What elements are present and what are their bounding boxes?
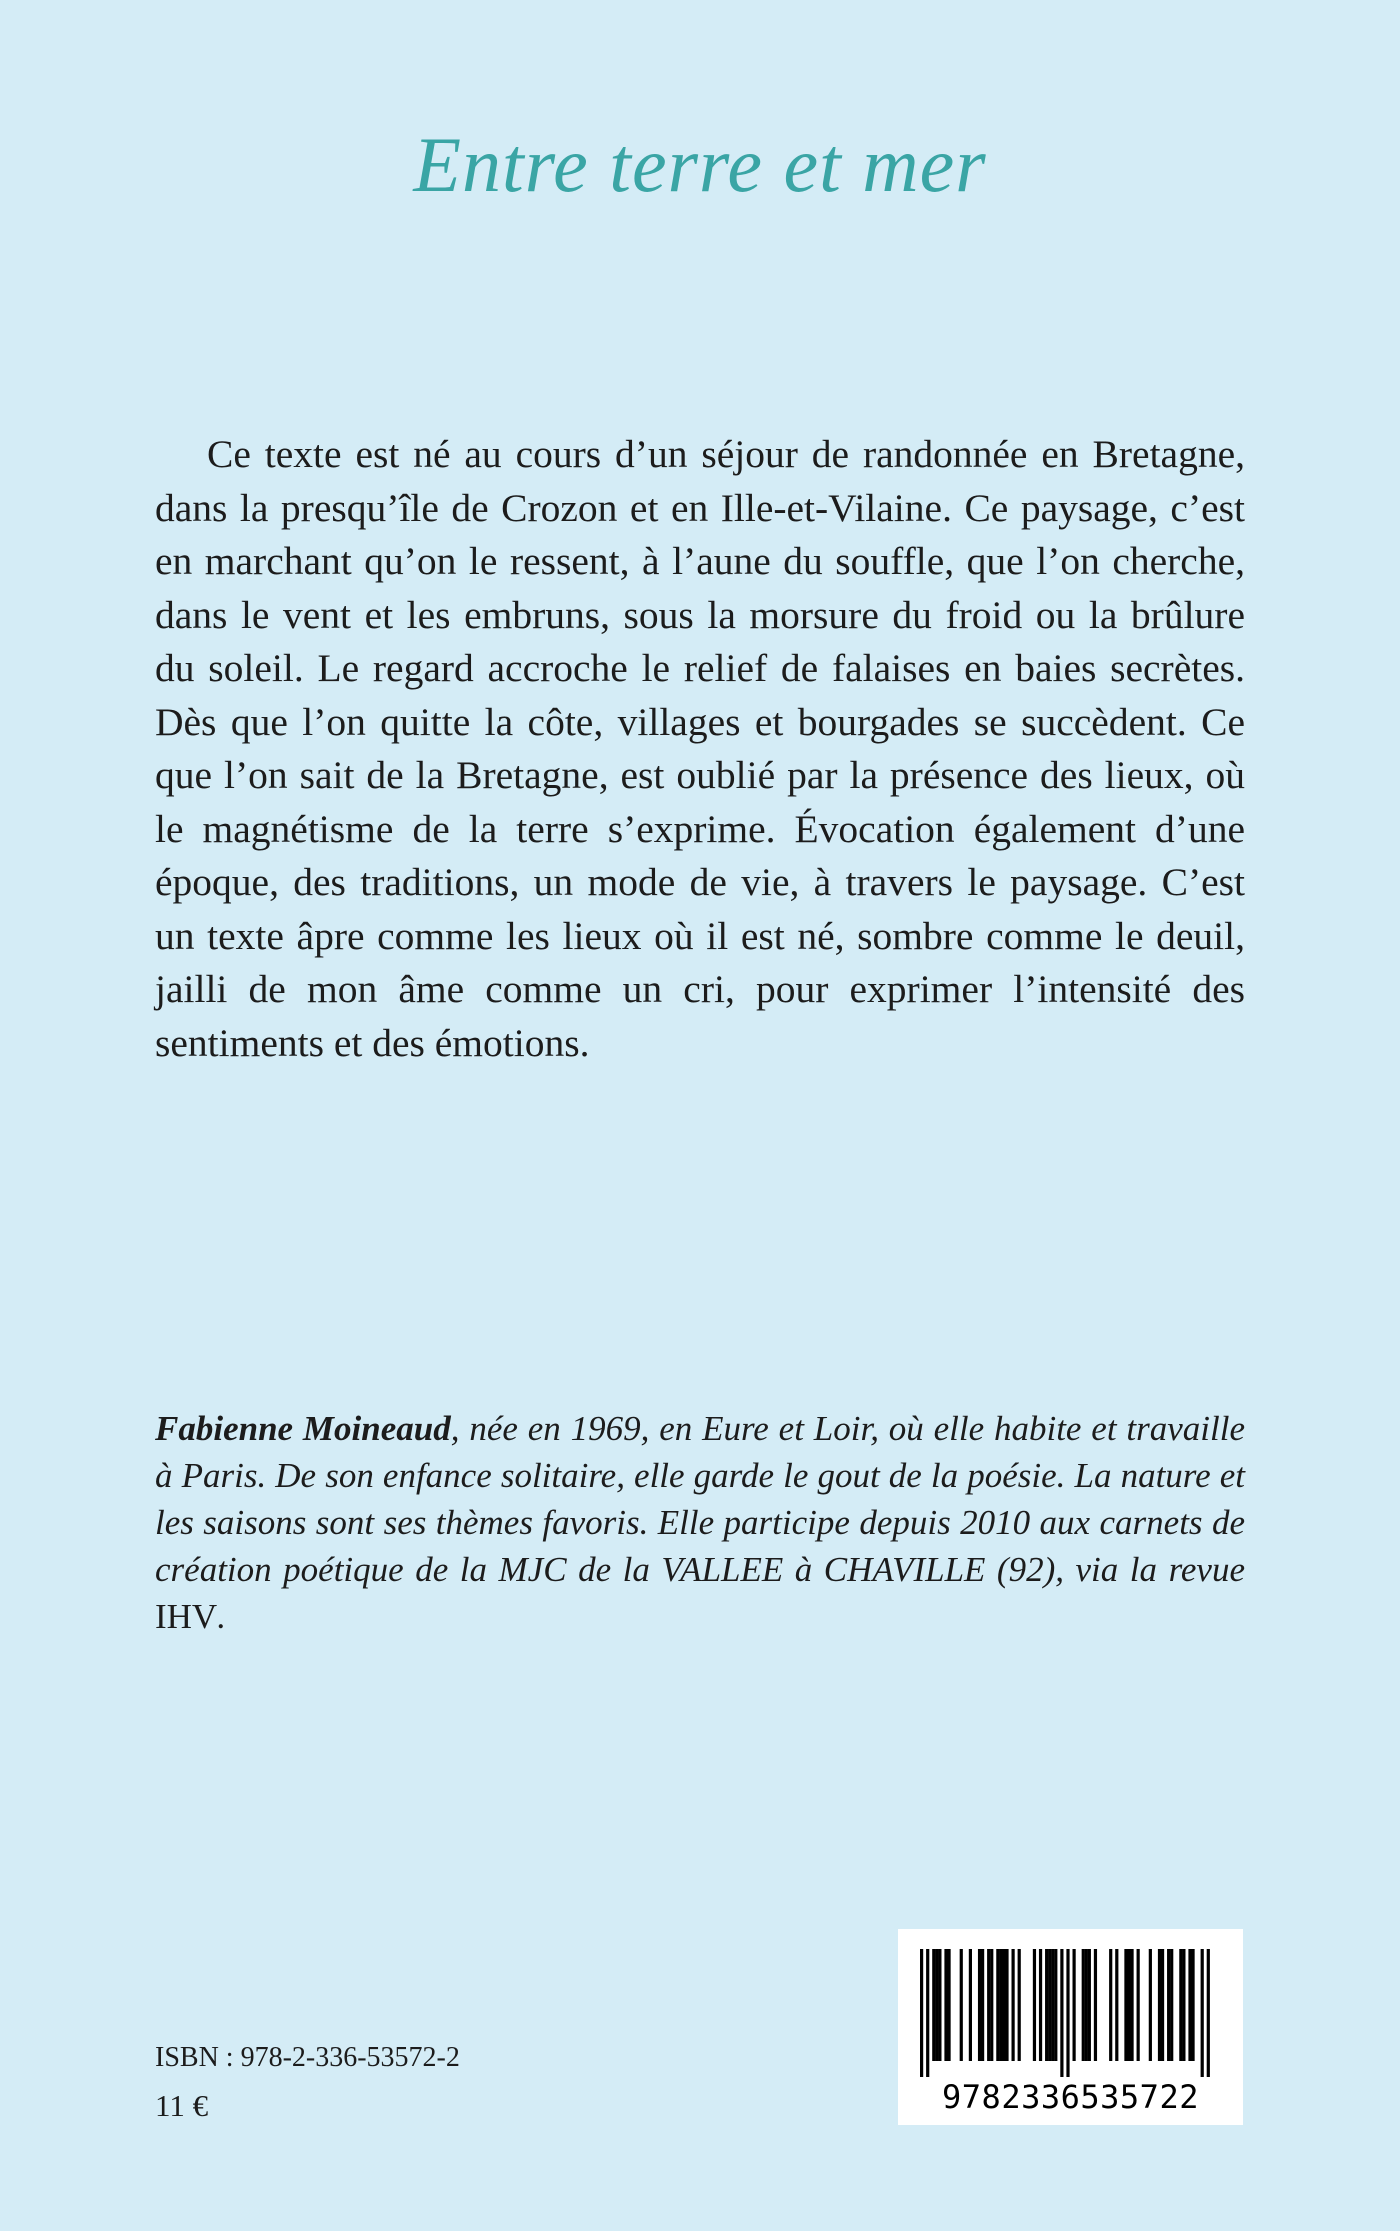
barcode-bar: [1130, 1949, 1133, 2061]
barcode-bar: [981, 1949, 984, 2061]
blurb-text: Ce texte est né au cours d’un séjour de randonnée en Bretagne, dans la presqu’île de Crozon et en Ille-et-Vilaine. Ce paysage, c’est en marchant qu’on le ressent, à l’aune du souffle, que l’on cherche, dans le vent et les embruns, sous la morsure du froid ou la brûlure du soleil. Le regard accroche le relief de falaises en baies secrètes. Dès que l’on quitte la côte, villages et bourgades se succèdent. Ce que l’on sait de la Bretagne, est oublié par la présence des lieux, où le magnétisme de la terre s’exprime. Évocation également d’une époque, des traditions, un mode de vie, à travers le paysage. C’est un texte âpre comme les lieux où il est né, sombre comme le deuil, jailli de mon âme comme un cri, pour exprimer l’intensité des sentiments et des émotions.: [155, 432, 1245, 1065]
barcode-bar: [1045, 1949, 1048, 2061]
barcode-bar: [1088, 1949, 1091, 2061]
barcode-bar: [1094, 1949, 1097, 2061]
barcode-bar: [1109, 1949, 1112, 2061]
barcode-bar: [1137, 1949, 1140, 2061]
barcode-bar: [1073, 1949, 1076, 2061]
barcode-bar: [999, 1949, 1002, 2061]
barcode-bar: [1161, 1949, 1164, 2061]
barcode-bar: [1039, 1949, 1042, 2061]
barcode-bar: [996, 1949, 999, 2061]
review-name: IHV: [155, 1597, 218, 1636]
barcode-bars: [920, 1949, 1221, 2077]
barcode-bar: [932, 1949, 935, 2061]
barcode-bar: [1054, 1949, 1057, 2061]
barcode-bar: [969, 1949, 972, 2061]
barcode-bar: [1158, 1949, 1161, 2061]
barcode-bar: [1191, 1949, 1194, 2061]
barcode-bar: [938, 1949, 941, 2061]
barcode-bar: [1033, 1949, 1036, 2061]
barcode: [898, 1929, 1243, 2125]
barcode-bar: [1182, 1949, 1185, 2061]
barcode-bar: [1170, 1949, 1173, 2061]
bio-text: , née en 1969, en Eure et Loir, où elle habite et travaille à Paris. De son enfance solitaire, elle garde le gout de la poésie. La nature et les saisons sont ses thèmes favoris. Elle participe depuis 2010 aux carnets de création poétique de la MJC de la VALLEE à CHAVILLE (92), via la revue: [155, 1409, 1245, 1589]
barcode-bar: [1005, 1949, 1008, 2061]
barcode-bar: [1115, 1949, 1118, 2061]
blurb-paragraph: [155, 428, 1245, 1070]
barcode-bar: [947, 1949, 950, 2061]
barcode-bar: [990, 1949, 993, 2061]
barcode-bar: [1207, 1949, 1210, 2077]
barcode-bar: [1060, 1949, 1063, 2077]
barcode-bar: [1179, 1949, 1182, 2061]
barcode-bar: [1149, 1949, 1152, 2061]
price: 11 €: [155, 2088, 209, 2123]
barcode-bar: [978, 1949, 981, 2061]
barcode-bar: [1085, 1949, 1088, 2061]
barcode-digits: 9782336535722: [942, 2078, 1199, 2116]
barcode-bar: [1127, 1949, 1130, 2061]
isbn-number: ISBN : 978-2-336-53572-2: [155, 2042, 460, 2073]
barcode-bar: [1082, 1949, 1085, 2061]
barcode-bar: [920, 1949, 923, 2077]
barcode-bar: [926, 1949, 929, 2077]
barcode-bar: [1048, 1949, 1051, 2061]
author-bio: [155, 1405, 1245, 1640]
barcode-bar: [1201, 1949, 1204, 2077]
barcode-bar: [944, 1949, 947, 2061]
author-name: Fabienne Moineaud: [155, 1409, 451, 1448]
barcode-bar: [987, 1949, 990, 2061]
barcode-bar: [935, 1949, 938, 2061]
barcode-bar: [960, 1949, 963, 2061]
barcode-bar: [1012, 1949, 1015, 2061]
bio-end: .: [217, 1597, 226, 1636]
barcode-bar: [1018, 1949, 1021, 2061]
barcode-bar: [1188, 1949, 1191, 2061]
book-title: Entre terre et mer: [413, 121, 987, 208]
barcode-bar: [1051, 1949, 1054, 2061]
barcode-bar: [1002, 1949, 1005, 2061]
barcode-bar: [1167, 1949, 1170, 2061]
barcode-bar: [1124, 1949, 1127, 2061]
barcode-bar: [1066, 1949, 1069, 2077]
